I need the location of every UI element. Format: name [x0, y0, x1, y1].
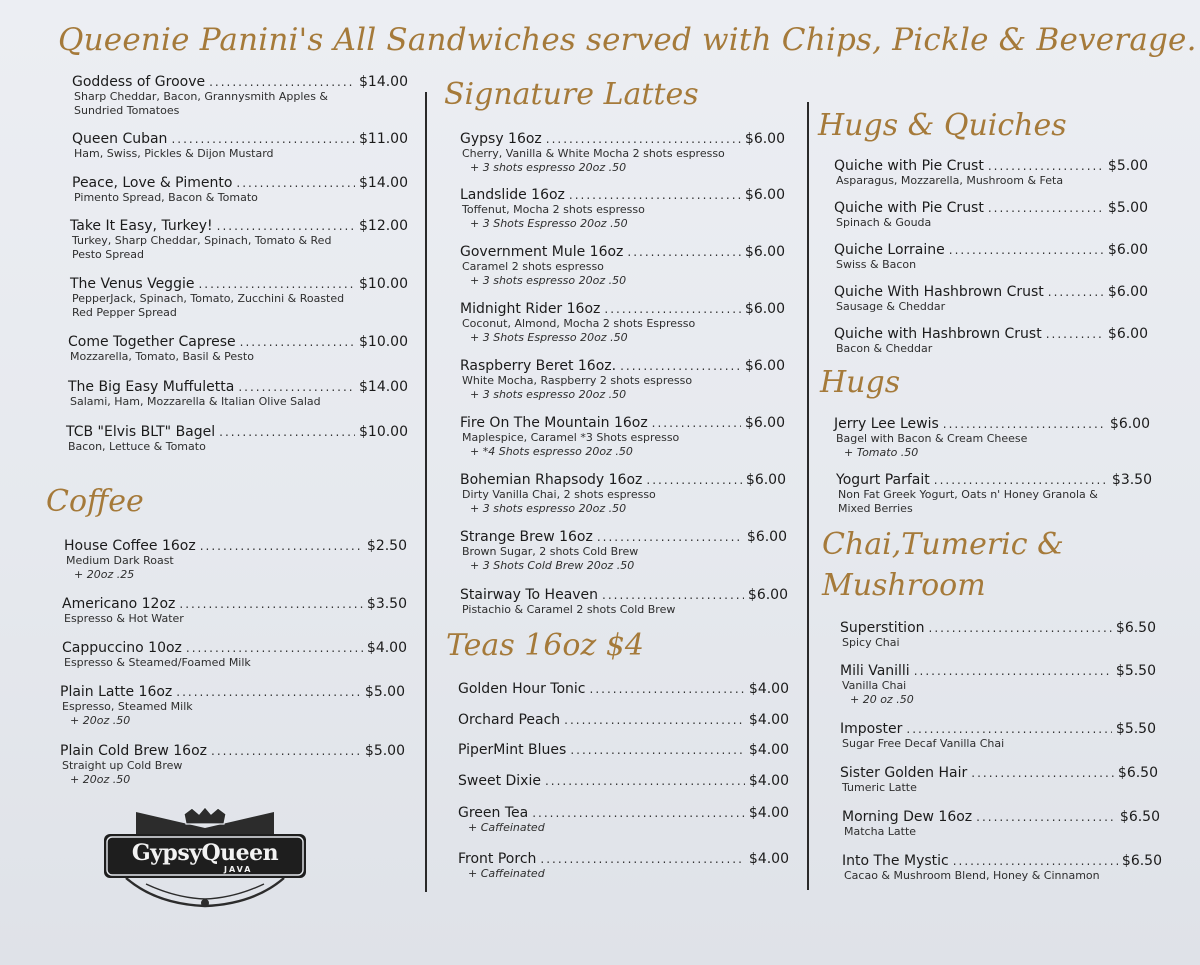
- item-name: Stairway To Heaven: [460, 587, 599, 603]
- item-price: $14.00: [359, 175, 408, 191]
- menu-item: [458, 851, 789, 881]
- item-name: Quiche Lorraine: [834, 242, 945, 258]
- menu-item: [460, 358, 785, 402]
- lattes-heading: Signature Lattes: [444, 77, 699, 112]
- item-description: Cherry, Vanilla & White Mocha 2 shots espresso: [462, 147, 725, 160]
- item-name: Quiche With Hashbrown Crust: [834, 284, 1044, 300]
- item-description: Sharp Cheddar, Bacon, Grannysmith Apples & Sundried Tomatoes: [74, 90, 329, 117]
- item-name: Jerry Lee Lewis: [834, 416, 939, 432]
- menu-item: [66, 424, 408, 454]
- menu-item: [834, 242, 1148, 272]
- item-description: Medium Dark Roast: [66, 554, 174, 567]
- item-name: Cappuccino 10oz: [62, 640, 182, 656]
- menu-item: [72, 131, 408, 161]
- item-price: $6.00: [745, 472, 786, 488]
- item-price: $4.00: [748, 712, 789, 728]
- coffee-heading: Coffee: [46, 484, 144, 519]
- item-name: The Big Easy Muffuletta: [68, 379, 235, 395]
- item-description: Espresso, Steamed Milk: [62, 700, 193, 713]
- item-description: Espresso & Hot Water: [64, 612, 184, 625]
- menu-item: [62, 596, 407, 626]
- item-price: $4.00: [748, 681, 789, 697]
- menu-item: [458, 681, 789, 697]
- item-description: White Mocha, Raspberry 2 shots espresso: [462, 374, 693, 387]
- item-price: $3.50: [1111, 472, 1152, 488]
- column-divider-left: [425, 92, 427, 892]
- item-description: Pimento Spread, Bacon & Tomato: [74, 191, 258, 204]
- item-name: Take It Easy, Turkey!: [70, 218, 213, 234]
- item-price: $14.00: [359, 379, 408, 395]
- menu-item: [460, 587, 788, 617]
- item-price: $6.50: [1121, 853, 1162, 869]
- menu-item: [62, 640, 407, 670]
- menu-item: [68, 379, 408, 409]
- item-name: Plain Cold Brew 16oz: [60, 743, 207, 759]
- menu-item: [458, 805, 789, 835]
- item-price: $10.00: [359, 424, 408, 440]
- item-name: Americano 12oz: [62, 596, 176, 612]
- menu-item: [460, 472, 786, 516]
- item-name: Sweet Dixie: [458, 773, 541, 789]
- item-name: Golden Hour Tonic: [458, 681, 586, 697]
- item-addon: + 20oz .25: [74, 567, 135, 581]
- item-price: $12.00: [359, 218, 408, 234]
- menu-item: [842, 809, 1160, 839]
- item-description: Cacao & Mushroom Blend, Honey & Cinnamon: [844, 869, 1100, 882]
- item-name: Orchard Peach: [458, 712, 561, 728]
- item-name: Goddess of Groove: [72, 74, 206, 90]
- item-price: $6.00: [744, 244, 785, 260]
- item-addon: + 3 shots espresso 20oz .50: [470, 387, 627, 401]
- item-name: The Venus Veggie: [70, 276, 195, 292]
- item-addon: + 20 oz .50: [850, 692, 914, 706]
- item-price: $6.50: [1117, 765, 1158, 781]
- item-price: $4.00: [748, 851, 789, 867]
- item-name: Superstition: [840, 620, 925, 636]
- item-name: Front Porch: [458, 851, 537, 867]
- hugs-heading: Hugs: [820, 365, 901, 400]
- item-name: Landslide 16oz: [460, 187, 565, 203]
- item-price: $6.00: [744, 131, 785, 147]
- teas-heading: Teas 16oz $4: [446, 628, 645, 663]
- menu-item: [840, 620, 1156, 650]
- item-name: Plain Latte 16oz: [60, 684, 173, 700]
- menu-item: [460, 529, 787, 573]
- item-price: $11.00: [359, 131, 408, 147]
- item-name: Morning Dew 16oz: [842, 809, 973, 825]
- item-description: Mozzarella, Tomato, Basil & Pesto: [70, 350, 254, 363]
- item-price: $6.00: [747, 587, 788, 603]
- item-name: Raspberry Beret 16oz.: [460, 358, 617, 374]
- item-name: Midnight Rider 16oz: [460, 301, 601, 317]
- menu-item: [60, 684, 405, 728]
- item-description: Non Fat Greek Yogurt, Oats n' Honey Granola & Mixed Berries: [838, 488, 1098, 515]
- item-addon: + 3 Shots Espresso 20oz .50: [470, 216, 628, 230]
- menu-item: [460, 301, 785, 345]
- item-price: $6.00: [744, 187, 785, 203]
- item-description: Pistachio & Caramel 2 shots Cold Brew: [462, 603, 676, 616]
- item-name: Come Together Caprese: [68, 334, 236, 350]
- logo-subtext: JAVA: [224, 865, 253, 874]
- menu-item: [64, 538, 407, 582]
- item-price: $4.00: [748, 742, 789, 758]
- menu-item: [840, 765, 1158, 795]
- menu-item: [458, 712, 789, 728]
- item-name: Green Tea: [458, 805, 529, 821]
- menu-item: [60, 743, 405, 787]
- item-description: Coconut, Almond, Mocha 2 shots Espresso: [462, 317, 696, 330]
- item-description: Sausage & Cheddar: [836, 300, 946, 313]
- item-price: $6.00: [1107, 326, 1148, 342]
- item-price: $6.50: [1115, 620, 1156, 636]
- item-description: Turkey, Sharp Cheddar, Spinach, Tomato & Red Pesto Spread: [72, 234, 332, 261]
- menu-item: [460, 187, 785, 231]
- item-price: $6.00: [746, 529, 787, 545]
- item-description: Dirty Vanilla Chai, 2 shots espresso: [462, 488, 656, 501]
- item-description: Bagel with Bacon & Cream Cheese: [836, 432, 1028, 445]
- item-description: Sugar Free Decaf Vanilla Chai: [842, 737, 1005, 750]
- menu-item: [460, 244, 785, 288]
- item-price: $4.00: [748, 805, 789, 821]
- menu-item: [834, 284, 1148, 314]
- menu-item: [70, 276, 408, 320]
- item-price: $5.00: [1107, 158, 1148, 174]
- item-price: $6.50: [1119, 809, 1160, 825]
- item-description: Salami, Ham, Mozzarella & Italian Olive Salad: [70, 395, 321, 408]
- item-name: Quiche with Pie Crust: [834, 158, 984, 174]
- menu-item: [840, 663, 1156, 707]
- item-price: $5.00: [364, 743, 405, 759]
- item-price: $6.00: [1109, 416, 1150, 432]
- item-description: Matcha Latte: [844, 825, 917, 838]
- item-price: $6.00: [744, 301, 785, 317]
- item-name: Quiche with Pie Crust: [834, 200, 984, 216]
- item-description: PepperJack, Spinach, Tomato, Zucchini & Roasted Red Pepper Spread: [72, 292, 345, 319]
- item-addon: + Caffeinated: [468, 821, 545, 834]
- item-name: TCB "Elvis BLT" Bagel: [66, 424, 216, 440]
- gypsy-queen-java-logo: [96, 806, 314, 914]
- logo-wordmark: GypsyQueen: [131, 840, 279, 866]
- item-price: $2.50: [366, 538, 407, 554]
- menu-item: [460, 415, 785, 459]
- item-price: $3.50: [366, 596, 407, 612]
- menu-item: [834, 326, 1148, 356]
- item-name: House Coffee 16oz: [64, 538, 196, 554]
- item-description: Tumeric Latte: [842, 781, 917, 794]
- item-description: Bacon & Cheddar: [836, 342, 933, 355]
- item-name: Government Mule 16oz: [460, 244, 624, 260]
- menu-item: [70, 218, 408, 262]
- item-addon: + *4 Shots espresso 20oz .50: [470, 444, 633, 458]
- menu-title: Queenie Panini's All Sandwiches served with Chips, Pickle & Beverage.: [58, 22, 1197, 58]
- menu-item: [834, 158, 1148, 188]
- item-name: Fire On The Mountain 16oz: [460, 415, 648, 431]
- column-divider-right: [807, 102, 809, 890]
- item-price: $4.00: [366, 640, 407, 656]
- item-name: Gypsy 16oz: [460, 131, 542, 147]
- menu-item: [834, 200, 1148, 230]
- item-price: $6.00: [1107, 284, 1148, 300]
- item-price: $6.00: [744, 358, 785, 374]
- item-addon: + 3 shots espresso 20oz .50: [470, 160, 627, 174]
- item-price: $6.00: [744, 415, 785, 431]
- item-description: Caramel 2 shots espresso: [462, 260, 604, 273]
- item-price: $10.00: [359, 334, 408, 350]
- item-addon: + 3 Shots Espresso 20oz .50: [470, 330, 628, 344]
- item-price: $14.00: [359, 74, 408, 90]
- menu-item: [840, 721, 1156, 751]
- item-description: Brown Sugar, 2 shots Cold Brew: [462, 545, 639, 558]
- quiches-heading: Hugs & Quiches: [818, 108, 1067, 143]
- item-name: PiperMint Blues: [458, 742, 567, 758]
- item-name: Mili Vanilli: [840, 663, 910, 679]
- item-addon: + Caffeinated: [468, 867, 545, 880]
- menu-item: [834, 416, 1150, 460]
- item-name: Into The Mystic: [842, 853, 949, 869]
- item-description: Ham, Swiss, Pickles & Dijon Mustard: [74, 147, 274, 160]
- item-addon: + 3 shots espresso 20oz .50: [470, 501, 627, 515]
- item-price: $6.00: [1107, 242, 1148, 258]
- item-price: $5.00: [1107, 200, 1148, 216]
- item-description: Swiss & Bacon: [836, 258, 917, 271]
- item-description: Bacon, Lettuce & Tomato: [68, 440, 206, 453]
- chai-heading-line2: Mushroom: [822, 568, 986, 603]
- menu-item: [72, 74, 408, 118]
- item-addon: + 3 shots espresso 20oz .50: [470, 273, 627, 287]
- item-addon: + 20oz .50: [70, 713, 131, 727]
- item-description: Spicy Chai: [842, 636, 900, 649]
- menu-item: [68, 334, 408, 364]
- item-name: Quiche with Hashbrown Crust: [834, 326, 1042, 342]
- item-name: Yogurt Parfait: [836, 472, 930, 488]
- item-price: $5.50: [1115, 721, 1156, 737]
- item-price: $4.00: [748, 773, 789, 789]
- item-description: Espresso & Steamed/Foamed Milk: [64, 656, 251, 669]
- item-name: Sister Golden Hair: [840, 765, 968, 781]
- item-name: Peace, Love & Pimento: [72, 175, 233, 191]
- item-price: $5.00: [364, 684, 405, 700]
- item-addon: + 20oz .50: [70, 772, 131, 786]
- item-description: Maplespice, Caramel *3 Shots espresso: [462, 431, 680, 444]
- item-name: Strange Brew 16oz: [460, 529, 593, 545]
- item-name: Queen Cuban: [72, 131, 168, 147]
- item-addon: + 3 Shots Cold Brew 20oz .50: [470, 558, 635, 572]
- menu-item: [460, 131, 785, 175]
- item-description: Straight up Cold Brew: [62, 759, 183, 772]
- item-description: Asparagus, Mozzarella, Mushroom & Feta: [836, 174, 1064, 187]
- item-description: Spinach & Gouda: [836, 216, 932, 229]
- item-price: $5.50: [1115, 663, 1156, 679]
- menu-item: [836, 472, 1152, 516]
- menu-item: [458, 742, 789, 758]
- item-name: Bohemian Rhapsody 16oz: [460, 472, 643, 488]
- menu-item: [458, 773, 789, 789]
- item-addon: + Tomato .50: [844, 445, 919, 459]
- chai-heading-line1: Chai,Tumeric &: [822, 527, 1064, 562]
- item-name: Imposter: [840, 721, 903, 737]
- menu-item: [842, 853, 1162, 883]
- item-description: Toffenut, Mocha 2 shots espresso: [462, 203, 645, 216]
- menu-item: [72, 175, 408, 205]
- item-description: Vanilla Chai: [842, 679, 907, 692]
- item-price: $10.00: [359, 276, 408, 292]
